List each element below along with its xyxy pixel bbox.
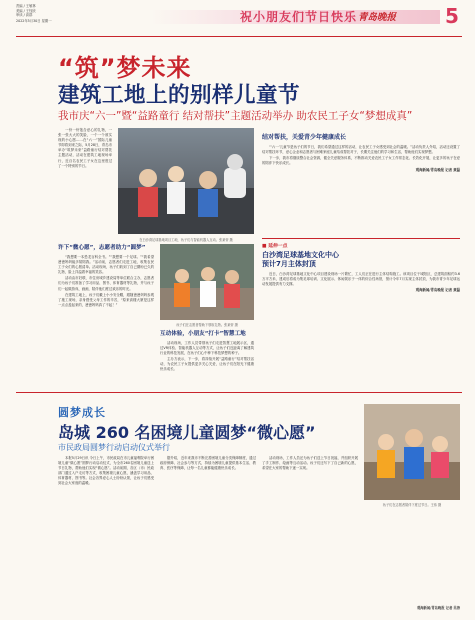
- sidebar-kicker: ■ 延伸一点: [262, 244, 288, 249]
- subheading-pairing: 结对帮扶，关爱青少年健康成长: [262, 134, 347, 141]
- kicker-rest: 梦未来: [116, 54, 192, 82]
- bottom-body-col1: [58, 456, 154, 488]
- paragraph: 在建筑工地上，孩子们戴上小小安全帽，跟随爸爸妈妈参观了施工现场，亲身感受父母工作的辛苦，“原来高楼大厦是这样一点点盖起来的，爸爸妈妈真了不起！”: [58, 292, 154, 307]
- bottom-byline: 观海新闻/青岛晚报 记者 吴涛: [416, 606, 460, 610]
- headline-title: 建筑工地上的别样儿童节: [58, 83, 301, 108]
- photo-children-volunteers: [364, 404, 460, 500]
- page-number: 5: [445, 4, 459, 28]
- article-col3: [262, 134, 460, 173]
- section-title: 祝小朋友们节日快乐: [240, 10, 358, 24]
- sidebar-body: [262, 272, 460, 293]
- bottom-body-col3: [262, 456, 358, 472]
- photo-robot-svg: [118, 128, 254, 234]
- paragraph: 主办方表示，下一步，将持续开展“益路童行”结对帮扶活动，为农民工子女提供更多关心关爱，让孩子们在阳光下健康快乐成长。: [160, 357, 254, 372]
- editor-line: 美编 / 王钰欣: [16, 8, 36, 13]
- article-col1: [58, 244, 154, 309]
- sidebar-title: 白沙湾足球基地文化中心 预计7月主体封顶: [262, 251, 339, 268]
- bottom-paragraph: 本报5月29日讯 今日上午，市民政局在市儿童福利院举行困境儿童“微心愿”圆梦行动启动仪式，为全市260名困境儿童送上节日礼物，帮助他们实现“微心愿”。活动前期，各区（市）民政部门通过入户走访等方式，收集困境儿童心愿，涵盖学习用品、体育器材、图书等。社会各界爱心人士纷纷认领，让孩子们感受到社会大家庭的温暖。: [58, 456, 154, 486]
- photo-robot-interaction: [118, 128, 254, 234]
- photo-gift-receiving: [160, 244, 254, 320]
- byline: 观海新闻/青岛晚报 记者 黄磊: [415, 168, 460, 173]
- editor-line: 审读 / 高群: [16, 13, 33, 18]
- bottom-body-col2: [160, 456, 256, 472]
- bottom-kicker: 圆梦成长: [58, 406, 106, 419]
- newspaper-logo: 青岛晚报: [358, 12, 397, 23]
- sidebar-byline: 观海新闻/青岛晚报 记者 黄磊: [415, 288, 460, 293]
- photo3-caption: 孩子们在志愿者陪伴下度过节日。王伟 摄: [382, 503, 442, 507]
- kicker-accent: “筑”: [58, 54, 117, 82]
- paragraph: 活动由市妇联、市住房城乡建设局等单位联合主办，志愿者们为孩子们准备了学习用品、图书、体育器材等礼物，并与孩子们一起做游戏、画画，陪伴他们度过欢乐的时光。: [58, 276, 154, 291]
- photo1-caption: 在白沙湾足球基地项目工地，孩子们与智能机器人互动。张莱蒂 摄: [139, 238, 233, 242]
- paragraph: “我想要一本恐龙百科全书。”“我想要一个足球。”“我希望爸爸妈妈能多陪陪我。”活动前，志愿者们走进工地，收集农民工子女们的心愿清单。活动现场，孩子们收到了自己期盼已久的礼物，脸上洋溢着幸福的笑容。: [58, 255, 154, 275]
- bottom-paragraph: 活动现场，工作人员还为孩子们送上节日祝福，并组织开展了手工制作、绘画等互动活动。孩子们还写下了自己新的心愿，希望在大家的帮助下逐一实现。: [262, 456, 358, 471]
- photo-children-svg: [364, 404, 460, 500]
- intro-paragraph: 一份一份饱含爱心的礼物，一张一张大大的笑脸，一个一个被实现的小心愿……在“六一”国际儿童节即将到来之际，5月28日，青岛市举办“筑梦未来”益路童行结对帮扶主题活动，活动在建筑工地现场举行，近百名农民工子女在这里度过了一个特别的节日。: [58, 128, 112, 168]
- photo-gift-svg: [160, 244, 254, 320]
- sidebar-box: [262, 238, 460, 387]
- issue-date: 2022年5月30日 星期一: [16, 18, 52, 23]
- paragraph: 下一步，我市将继续整合社会资源，健全关爱服务体系，不断推动关爱农民工子女工作常态化、长效化开展，让更多的孩子在爱的陪伴下快乐成长。: [262, 156, 460, 166]
- editor-line: 责编 / 王敏林: [16, 4, 36, 8]
- bottom-subtitle: 市民政局圆梦行动启动仪式举行: [58, 443, 170, 452]
- section-divider: [16, 392, 462, 393]
- masthead: [0, 0, 475, 40]
- bottom-title: 岛城 260 名困境儿童圆梦“微心愿”: [58, 423, 316, 442]
- article-intro: [58, 128, 112, 170]
- article-col2: [160, 330, 254, 374]
- paragraph: 活动现场，工作人员带领孩子们走进智慧工地展示区，通过VR体验、智能机器人互动等方式，让孩子们近距离了解建筑行业的科技发展，在孩子们心中种下科技梦想的种子。: [160, 341, 254, 356]
- subheading-smart-site: 互动体验，小朋友“打卡”智慧工地: [160, 331, 246, 337]
- header-rule: [16, 36, 462, 37]
- editor-credits: [16, 4, 76, 23]
- photo2-caption: 孩子们在志愿者帮助下领取礼物。张莱蒂 摄: [176, 323, 238, 327]
- headline-subtitle: 我市庆“六一”暨“益路童行 结对帮扶”主题活动举办 助农民工子女“梦想成真”: [58, 110, 413, 122]
- subheading-wish: 许下“微心愿”，志愿者助力“圆梦”: [58, 245, 146, 251]
- sidebar-paragraph: 近日，白沙湾足球基地文化中心项目建设现场一片繁忙，工人们正在进行主体结构施工。该项目位于城阳区，总建筑面积约3.6万平方米，建成后将成为集足球培训、文化展示、休闲娱乐于一体的综合性场馆，预计今年7月实现主体封顶，为我市青少年足球运动发展提供有力支撑。: [262, 272, 460, 287]
- paragraph: “‘六一’儿童节是孩子们的节日，我们希望通过这样的活动，让农民工子女感受到社会的温暖。”活动负责人介绍，活动还设置了结对帮扶环节，爱心企业和志愿者与困难家庭儿童结成帮扶对子，长期关注他们的学习和生活，帮助他们实现梦想。: [262, 145, 460, 155]
- bottom-paragraph: 据介绍，近年来我市不断完善困境儿童分类保障制度，通过政府保障、社会参与等方式，持续为困境儿童提供基本生活、教育、医疗等保障，让每一名儿童都能健康快乐成长。: [160, 456, 256, 471]
